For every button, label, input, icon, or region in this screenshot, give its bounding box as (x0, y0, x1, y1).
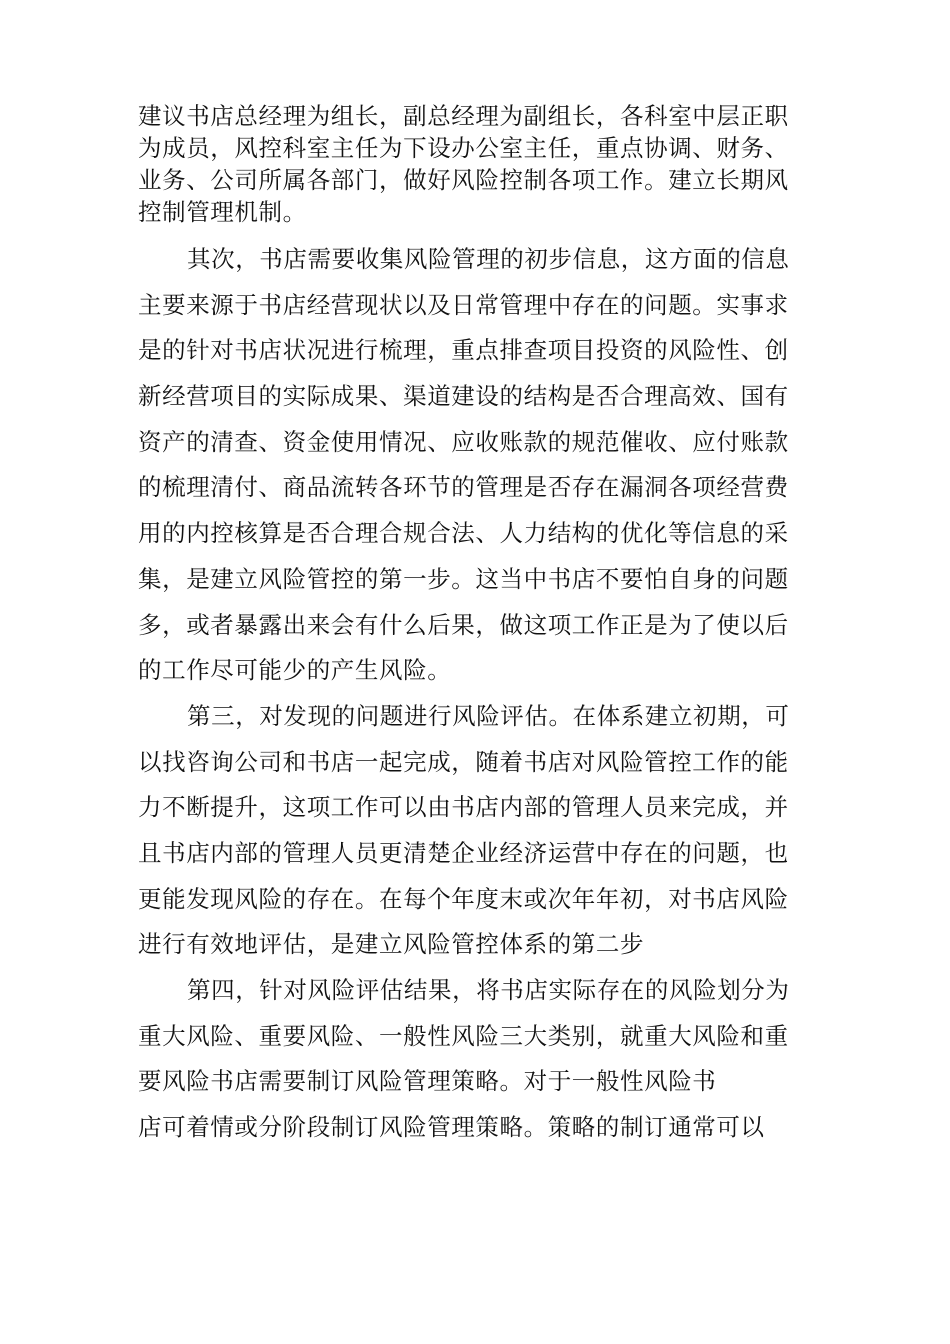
document-page (138, 100, 828, 1151)
text-line: 建议书店总经理为组长，副总经理为副组长，各科室中层正职 (138, 102, 789, 130)
text-line: 且书店内部的管理人员更清楚企业经济运营中存在的问题，也 (138, 838, 789, 867)
paragraph-collect-info (138, 237, 828, 694)
text-line: 要风险书店需要制订风险管理策略。对于一般性风险书 (138, 1067, 717, 1096)
text-line: 以找咨询公司和书店一起完成，随着书店对风险管控工作的能 (138, 747, 789, 776)
text-line: 是的针对书店状况进行梳理，重点排查项目投资的风险性、创 (138, 336, 789, 365)
text-line: 店可着情或分阶段制订风险管理策略。策略的制订通常可以 (138, 1113, 765, 1142)
paragraph-risk-classification (138, 968, 828, 1151)
text-line: 控制管理机制。 (138, 198, 307, 226)
text-line: 进行有效地评估，是建立风险管控体系的第二步 (138, 930, 645, 959)
text-line: 集，是建立风险管控的第一步。这当中书店不要怕自身的问题 (138, 564, 789, 593)
text-line: 其次，书店需要收集风险管理的初步信息，这方面的信息 (187, 245, 790, 273)
paragraph-risk-assessment (138, 694, 828, 968)
text-line: 为成员，风控科室主任为下设办公室主任，重点协调、财务、 (138, 134, 789, 162)
text-line: 用的内控核算是否合理合规合法、人力结构的优化等信息的采 (138, 519, 789, 548)
text-line: 第三，对发现的问题进行风险评估。在体系建立初期，可 (187, 701, 790, 730)
text-line: 多，或者暴露出来会有什么后果，做这项工作正是为了使以后 (138, 610, 789, 639)
text-line: 业务、公司所属各部门，做好风险控制各项工作。建立长期风 (138, 166, 789, 194)
text-line: 主要来源于书店经营现状以及日常管理中存在的问题。实事求 (138, 290, 789, 319)
text-line: 力不断提升，这项工作可以由书店内部的管理人员来完成，并 (138, 793, 789, 822)
text-line: 重大风险、重要风险、一般性风险三大类别，就重大风险和重 (138, 1021, 789, 1050)
text-line: 新经营项目的实际成果、渠道建设的结构是否合理高效、国有 (138, 382, 789, 411)
text-line: 的工作尽可能少的产生风险。 (138, 656, 452, 685)
paragraph-leading-group (138, 100, 828, 228)
text-line: 资产的清查、资金使用情况、应收账款的规范催收、应付账款 (138, 427, 789, 456)
text-line: 第四，针对风险评估结果，将书店实际存在的风险划分为 (187, 976, 790, 1004)
text-line: 更能发现风险的存在。在每个年度末或次年年初，对书店风险 (138, 884, 789, 913)
text-line: 的梳理清付、商品流转各环节的管理是否存在漏洞各项经营费 (138, 473, 789, 502)
